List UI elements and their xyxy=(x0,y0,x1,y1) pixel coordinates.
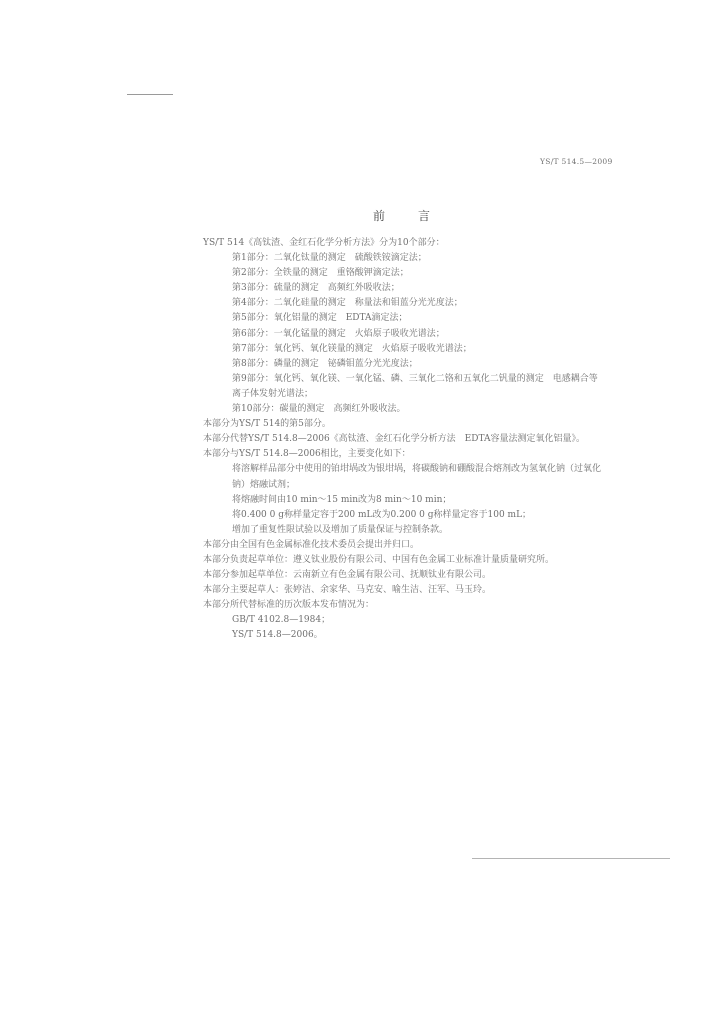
part-item-9: 第9部分：氧化钙、氧化镁、一氧化锰、磷、三氧化二铬和五氧化二钒量的测定 电感耦合等离子体发射光谱法； xyxy=(232,373,598,399)
drafting-unit: 本部分负责起草单位：遵义钛业股份有限公司、中国有色金属工业标准计量质量研究所。 xyxy=(203,554,555,565)
top-left-rule xyxy=(127,94,173,95)
change-item-4: 增加了重复性限试验以及增加了质量保证与控制条款。 xyxy=(232,524,449,535)
history-item-1: GB/T 4102.8—1984； xyxy=(232,615,331,626)
history-item-2: YS/T 514.8—2006。 xyxy=(232,630,323,641)
changes-intro: 本部分与YS/T 514.8—2006相比，主要变化如下： xyxy=(203,449,411,460)
part-item-6: 第6部分：一氧化锰量的测定 火焰原子吸收光谱法； xyxy=(232,328,445,339)
change-item-1: 将溶解样品部分中使用的铂坩埚改为银坩埚，将碳酸钠和硼酸混合熔剂改为氢氧化钠（过氧化钠）熔融试剂； xyxy=(232,464,602,490)
replaces-statement: 本部分代替YS/T 514.8—2006《高钛渣、金红石化学分析方法 EDTA容量法测定氧化铝量》。 xyxy=(203,434,585,445)
series-intro: YS/T 514《高钛渣、金红石化学分析方法》分为10个部分： xyxy=(203,238,445,248)
part-item-3: 第3部分：硫量的测定 高频红外吸收法； xyxy=(232,283,400,294)
bottom-right-rule xyxy=(472,858,670,859)
part-item-4: 第4部分：二氧化硅量的测定 称量法和钼蓝分光光度法； xyxy=(232,298,463,309)
part-item-2: 第2部分：全铁量的测定 重铬酸钾滴定法； xyxy=(232,268,409,279)
preface-body xyxy=(203,236,613,644)
history-intro: 本部分所代替标准的历次版本发布情况为： xyxy=(203,600,375,611)
proposed-by: 本部分由全国有色金属标准化技术委员会提出并归口。 xyxy=(203,539,420,550)
part-item-10: 第10部分：碳量的测定 高频红外吸收法。 xyxy=(232,404,406,415)
part-item-7: 第7部分：氧化钙、氧化镁量的测定 火焰原子吸收光谱法； xyxy=(232,343,472,354)
change-item-2: 将熔融时间由10 min～15 min改为8 min～10 min； xyxy=(232,494,452,505)
preface-title: 前 言 xyxy=(373,209,434,223)
change-item-3: 将0.400 0 g称样量定容于200 mL改为0.200 0 g称样量定容于100 mL； xyxy=(232,509,532,520)
part-item-5: 第5部分：氧化铝量的测定 EDTA滴定法； xyxy=(232,313,408,324)
part-statement: 本部分为YS/T 514的第5部分。 xyxy=(203,419,331,430)
standard-code-header: YS/T 514.5—2009 xyxy=(540,157,613,166)
part-item-8: 第8部分：磷量的测定 铋磷钼蓝分光光度法； xyxy=(232,358,418,369)
drafters: 本部分主要起草人：张婷洁、余家华、马克安、喻生洁、汪军、马玉玲。 xyxy=(203,585,492,596)
part-item-1: 第1部分：二氧化钛量的测定 硫酸铁铵滴定法； xyxy=(232,253,427,264)
participating-units: 本部分参加起草单位：云南新立有色金属有限公司、抚顺钛业有限公司。 xyxy=(203,570,492,581)
